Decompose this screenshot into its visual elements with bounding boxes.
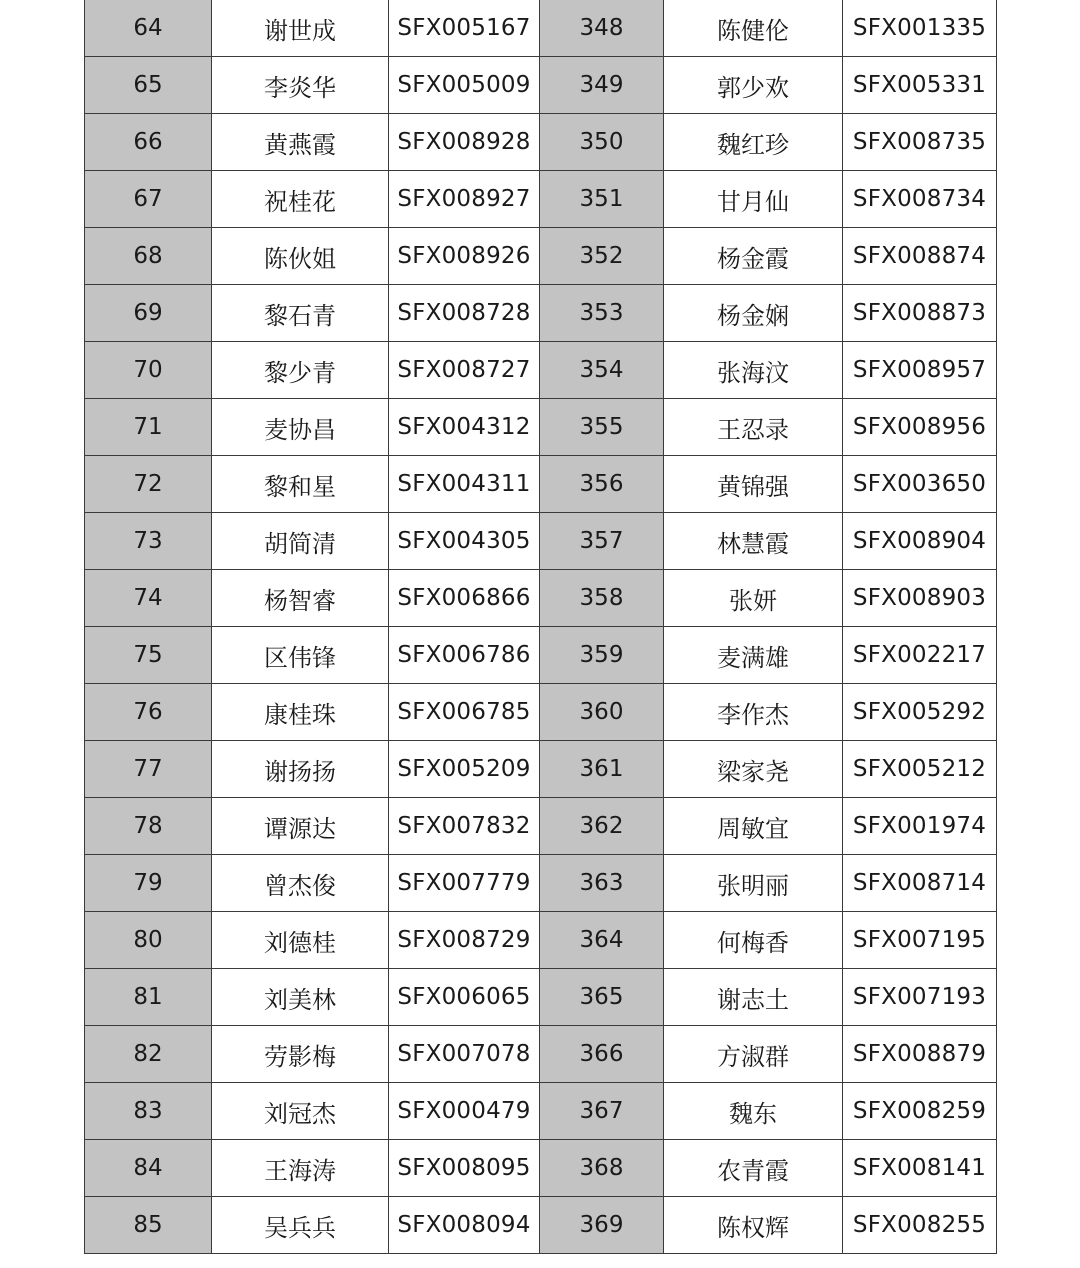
code-cell: SFX008927 <box>389 171 540 228</box>
table-row <box>85 912 997 969</box>
serial-number-cell: 364 <box>540 912 664 969</box>
code-cell: SFX007193 <box>843 969 997 1026</box>
code-cell: SFX007195 <box>843 912 997 969</box>
table-row <box>85 855 997 912</box>
name-cell: 刘德桂 <box>212 912 389 969</box>
code-cell: SFX008259 <box>843 1083 997 1140</box>
code-cell: SFX008957 <box>843 342 997 399</box>
name-cell: 陈健伦 <box>664 0 843 57</box>
name-cell: 李炎华 <box>212 57 389 114</box>
name-cell: 曾杰俊 <box>212 855 389 912</box>
name-cell: 何梅香 <box>664 912 843 969</box>
table-row <box>85 1026 997 1083</box>
code-cell: SFX001335 <box>843 0 997 57</box>
name-cell: 杨金霞 <box>664 228 843 285</box>
serial-number-cell: 357 <box>540 513 664 570</box>
table-row <box>85 1083 997 1140</box>
code-cell: SFX007832 <box>389 798 540 855</box>
name-cell: 麦协昌 <box>212 399 389 456</box>
table-row <box>85 456 997 513</box>
code-cell: SFX008728 <box>389 285 540 342</box>
serial-number-cell: 80 <box>85 912 212 969</box>
code-cell: SFX008928 <box>389 114 540 171</box>
name-cell: 谢扬扬 <box>212 741 389 798</box>
serial-number-cell: 72 <box>85 456 212 513</box>
name-cell: 陈伙姐 <box>212 228 389 285</box>
name-cell: 劳影梅 <box>212 1026 389 1083</box>
code-cell: SFX000479 <box>389 1083 540 1140</box>
serial-number-cell: 67 <box>85 171 212 228</box>
serial-number-cell: 74 <box>85 570 212 627</box>
name-cell: 甘月仙 <box>664 171 843 228</box>
code-cell: SFX006785 <box>389 684 540 741</box>
serial-number-cell: 368 <box>540 1140 664 1197</box>
serial-number-cell: 69 <box>85 285 212 342</box>
name-cell: 郭少欢 <box>664 57 843 114</box>
code-cell: SFX004312 <box>389 399 540 456</box>
code-cell: SFX006065 <box>389 969 540 1026</box>
name-cell: 区伟锋 <box>212 627 389 684</box>
serial-number-cell: 360 <box>540 684 664 741</box>
code-cell: SFX007779 <box>389 855 540 912</box>
serial-number-cell: 358 <box>540 570 664 627</box>
name-cell: 杨智睿 <box>212 570 389 627</box>
name-cell: 方淑群 <box>664 1026 843 1083</box>
table-row <box>85 969 997 1026</box>
serial-number-cell: 367 <box>540 1083 664 1140</box>
code-cell: SFX006866 <box>389 570 540 627</box>
table-row <box>85 627 997 684</box>
serial-number-cell: 79 <box>85 855 212 912</box>
serial-number-cell: 350 <box>540 114 664 171</box>
serial-number-cell: 355 <box>540 399 664 456</box>
table-row <box>85 513 997 570</box>
code-cell: SFX006786 <box>389 627 540 684</box>
serial-number-cell: 65 <box>85 57 212 114</box>
serial-number-cell: 359 <box>540 627 664 684</box>
name-cell: 谢世成 <box>212 0 389 57</box>
table-row <box>85 1197 997 1254</box>
name-cell: 陈权辉 <box>664 1197 843 1254</box>
table-row <box>85 741 997 798</box>
table-row <box>85 399 997 456</box>
code-cell: SFX008094 <box>389 1197 540 1254</box>
serial-number-cell: 70 <box>85 342 212 399</box>
serial-number-cell: 84 <box>85 1140 212 1197</box>
serial-number-cell: 78 <box>85 798 212 855</box>
name-cell: 魏东 <box>664 1083 843 1140</box>
name-cell: 张明丽 <box>664 855 843 912</box>
serial-number-cell: 354 <box>540 342 664 399</box>
serial-number-cell: 361 <box>540 741 664 798</box>
name-cell: 刘冠杰 <box>212 1083 389 1140</box>
code-cell: SFX008729 <box>389 912 540 969</box>
code-cell: SFX004305 <box>389 513 540 570</box>
name-cell: 胡简清 <box>212 513 389 570</box>
serial-number-cell: 77 <box>85 741 212 798</box>
code-cell: SFX005292 <box>843 684 997 741</box>
code-cell: SFX008255 <box>843 1197 997 1254</box>
code-cell: SFX008727 <box>389 342 540 399</box>
code-cell: SFX005212 <box>843 741 997 798</box>
code-cell: SFX008904 <box>843 513 997 570</box>
code-cell: SFX008734 <box>843 171 997 228</box>
serial-number-cell: 363 <box>540 855 664 912</box>
name-cell: 张海汶 <box>664 342 843 399</box>
code-cell: SFX002217 <box>843 627 997 684</box>
serial-number-cell: 352 <box>540 228 664 285</box>
table-row <box>85 342 997 399</box>
roster-body <box>85 0 997 1254</box>
code-cell: SFX008903 <box>843 570 997 627</box>
code-cell: SFX007078 <box>389 1026 540 1083</box>
code-cell: SFX005167 <box>389 0 540 57</box>
name-cell: 祝桂花 <box>212 171 389 228</box>
code-cell: SFX003650 <box>843 456 997 513</box>
name-cell: 黎少青 <box>212 342 389 399</box>
name-cell: 杨金娴 <box>664 285 843 342</box>
serial-number-cell: 365 <box>540 969 664 1026</box>
name-cell: 王忍录 <box>664 399 843 456</box>
name-cell: 黎和星 <box>212 456 389 513</box>
table-row <box>85 57 997 114</box>
serial-number-cell: 68 <box>85 228 212 285</box>
name-cell: 吴兵兵 <box>212 1197 389 1254</box>
code-cell: SFX004311 <box>389 456 540 513</box>
serial-number-cell: 82 <box>85 1026 212 1083</box>
name-cell: 黄燕霞 <box>212 114 389 171</box>
code-cell: SFX008873 <box>843 285 997 342</box>
code-cell: SFX008714 <box>843 855 997 912</box>
code-cell: SFX008141 <box>843 1140 997 1197</box>
name-cell: 麦满雄 <box>664 627 843 684</box>
serial-number-cell: 76 <box>85 684 212 741</box>
code-cell: SFX005209 <box>389 741 540 798</box>
serial-number-cell: 85 <box>85 1197 212 1254</box>
table-row <box>85 114 997 171</box>
name-cell: 李作杰 <box>664 684 843 741</box>
serial-number-cell: 81 <box>85 969 212 1026</box>
name-cell: 梁家尧 <box>664 741 843 798</box>
code-cell: SFX008735 <box>843 114 997 171</box>
code-cell: SFX005331 <box>843 57 997 114</box>
serial-number-cell: 73 <box>85 513 212 570</box>
name-cell: 康桂珠 <box>212 684 389 741</box>
name-cell: 魏红珍 <box>664 114 843 171</box>
name-cell: 黄锦强 <box>664 456 843 513</box>
name-cell: 农青霞 <box>664 1140 843 1197</box>
serial-number-cell: 369 <box>540 1197 664 1254</box>
code-cell: SFX008879 <box>843 1026 997 1083</box>
name-cell: 黎石青 <box>212 285 389 342</box>
table-row <box>85 1140 997 1197</box>
serial-number-cell: 83 <box>85 1083 212 1140</box>
code-cell: SFX005009 <box>389 57 540 114</box>
table-row <box>85 285 997 342</box>
name-cell: 王海涛 <box>212 1140 389 1197</box>
table-row <box>85 228 997 285</box>
code-cell: SFX008874 <box>843 228 997 285</box>
table-row <box>85 798 997 855</box>
serial-number-cell: 66 <box>85 114 212 171</box>
name-cell: 刘美林 <box>212 969 389 1026</box>
name-cell: 林慧霞 <box>664 513 843 570</box>
name-cell: 张妍 <box>664 570 843 627</box>
name-cell: 周敏宜 <box>664 798 843 855</box>
serial-number-cell: 362 <box>540 798 664 855</box>
table-row <box>85 570 997 627</box>
serial-number-cell: 351 <box>540 171 664 228</box>
serial-number-cell: 71 <box>85 399 212 456</box>
code-cell: SFX008926 <box>389 228 540 285</box>
serial-number-cell: 356 <box>540 456 664 513</box>
table-row <box>85 0 997 57</box>
code-cell: SFX008956 <box>843 399 997 456</box>
code-cell: SFX008095 <box>389 1140 540 1197</box>
serial-number-cell: 366 <box>540 1026 664 1083</box>
table-row <box>85 684 997 741</box>
serial-number-cell: 353 <box>540 285 664 342</box>
code-cell: SFX001974 <box>843 798 997 855</box>
roster-table <box>84 0 997 1254</box>
serial-number-cell: 348 <box>540 0 664 57</box>
serial-number-cell: 349 <box>540 57 664 114</box>
table-row <box>85 171 997 228</box>
name-cell: 谭源达 <box>212 798 389 855</box>
name-cell: 谢志土 <box>664 969 843 1026</box>
serial-number-cell: 64 <box>85 0 212 57</box>
serial-number-cell: 75 <box>85 627 212 684</box>
